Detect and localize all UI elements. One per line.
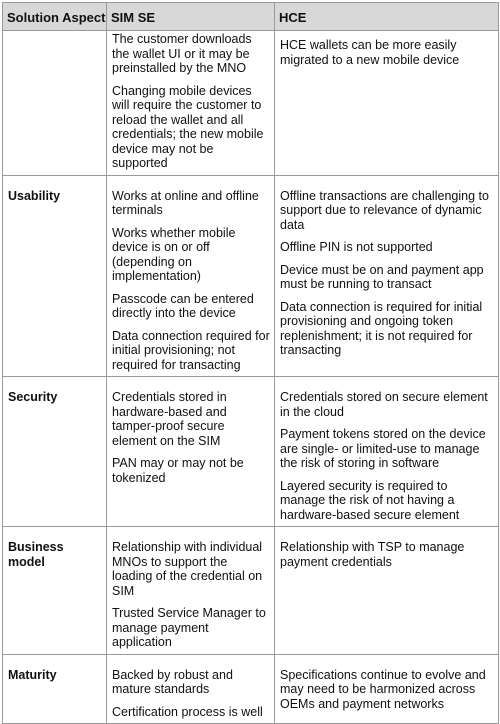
- header-sim-se: SIM SE: [107, 3, 275, 31]
- cell-paragraph: HCE wallets can be more easily migrated to a new mobile device: [280, 38, 460, 67]
- cell-paragraph: Relationship with individual MNOs to support the loading of the credential on SIM: [112, 540, 263, 598]
- cell-paragraph: Certification process is well: [112, 704, 263, 719]
- cell-paragraph: Offline PIN is not supported: [280, 240, 433, 254]
- table-row: [3, 654, 499, 724]
- comparison-table: [2, 2, 499, 724]
- sim-se-cell: [107, 527, 275, 655]
- hce-cell: [275, 31, 499, 176]
- hce-cell: [275, 377, 499, 527]
- sim-se-cell: [107, 175, 275, 377]
- hce-cell: [275, 654, 499, 724]
- sim-se-cell: [107, 31, 275, 176]
- aspect-cell: [3, 31, 107, 176]
- cell-paragraph: Relationship with TSP to manage payment credentials: [280, 540, 465, 569]
- cell-paragraph: PAN may or may not be tokenized: [112, 456, 244, 485]
- cell-paragraph: Works whether mobile device is on or off (depending on implementation): [112, 225, 236, 283]
- table-row: [3, 175, 499, 377]
- hce-cell: [275, 527, 499, 655]
- cell-paragraph: Passcode can be entered directly into the device: [112, 291, 254, 320]
- table-header-row: [3, 3, 499, 31]
- cell-paragraph: Data connection required for initial provisioning; not required for transacting: [112, 328, 270, 372]
- cell-paragraph: Credentials stored in hardware-based and tamper-proof secure element on the SIM: [112, 390, 227, 448]
- cell-paragraph: Changing mobile devices will require the customer to reload the wallet and all credentials; the new mobile device may not be supported: [112, 83, 264, 170]
- table-row: [3, 31, 499, 176]
- cell-paragraph: Data connection is required for initial provisioning and ongoing token replenishment; it is not required for transacting: [280, 299, 483, 357]
- table-row: [3, 527, 499, 655]
- header-solution-aspect: Solution Aspect: [3, 3, 107, 31]
- sim-se-cell: [107, 654, 275, 724]
- table-row: [3, 377, 499, 527]
- cell-paragraph: Trusted Service Manager to manage payment application: [112, 606, 266, 649]
- aspect-cell: Maturity: [3, 654, 107, 724]
- cell-paragraph: Offline transactions are challenging to support due to relevance of dynamic data: [280, 188, 489, 232]
- cell-paragraph: Payment tokens stored on the device are single- or limited-use to manage the risk of storing in software: [280, 427, 486, 470]
- hce-cell: [275, 175, 499, 377]
- header-hce: HCE: [275, 3, 499, 31]
- aspect-cell: Business model: [3, 527, 107, 655]
- cell-paragraph: Backed by robust and mature standards: [112, 667, 233, 696]
- aspect-cell: Usability: [3, 175, 107, 377]
- sim-se-cell: [107, 377, 275, 527]
- cell-paragraph: Layered security is required to manage the risk of not having a hardware-based secure element: [280, 478, 460, 522]
- cell-paragraph: Works at online and offline terminals: [112, 188, 259, 217]
- cell-paragraph: The customer downloads the wallet UI or it may be preinstalled by the MNO: [112, 32, 252, 75]
- cell-paragraph: Specifications continue to evolve and may need to be harmonized across OEMs and payment networks: [280, 667, 486, 711]
- cell-paragraph: Device must be on and payment app must be running to transact: [280, 262, 484, 291]
- aspect-cell: Security: [3, 377, 107, 527]
- cell-paragraph: Credentials stored on secure element in the cloud: [280, 390, 488, 419]
